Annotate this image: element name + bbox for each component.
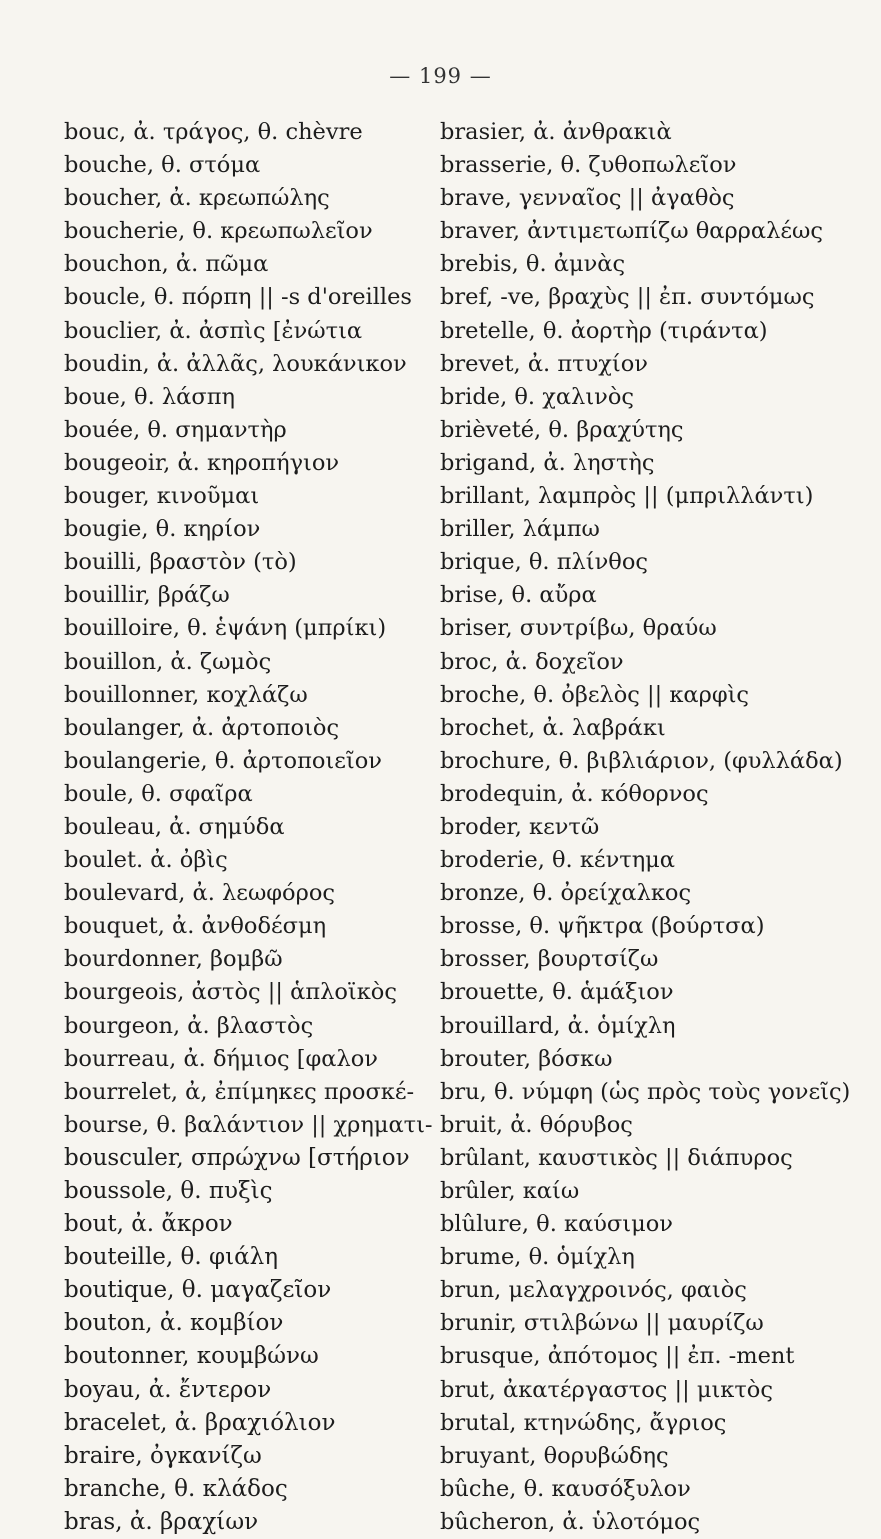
dictionary-entry: bouillonner, κοχλάζω: [64, 681, 308, 708]
dictionary-entry: brique, θ. πλίνθος: [440, 549, 648, 576]
dictionary-entry: brasier, ἀ. ἀνθρακιὰ: [440, 119, 672, 145]
dictionary-entry: boutonner, κουμβώνω: [64, 1343, 319, 1370]
dictionary-entry: boulangerie, θ. ἀρτοποιεῖον: [64, 747, 382, 774]
dictionary-entry: brièveté, θ. βραχύτης: [440, 416, 684, 443]
dictionary-entry: bouillon, ἀ. ζωμὸς: [64, 648, 272, 675]
dictionary-entry: braver, ἀντιμετωπίζω θαρραλέως: [440, 218, 823, 245]
dictionary-entry: bracelet, ἀ. βραχιόλιον: [64, 1409, 336, 1436]
dictionary-entry: brise, θ. αὔρα: [440, 582, 597, 609]
dictionary-entry: boucherie, θ. κρεωπωλεῖον: [64, 218, 373, 245]
dictionary-entry: bougeoir, ἀ. κηροπήγιον: [64, 449, 340, 476]
dictionary-entry: bourreau, ἀ. δήμιος [φαλον: [64, 1045, 378, 1072]
dictionary-entry: bruit, ἀ. θόρυβος: [440, 1111, 633, 1138]
dictionary-entry: brave, γενναῖος || ἀγαθὸς: [440, 185, 735, 212]
dictionary-entry: bronze, θ. ὀρείχαλκος: [440, 880, 692, 907]
dictionary-entry: boucher, ἀ. κρεωπώλης: [64, 185, 330, 212]
dictionary-entry: bûche, θ. καυσόξυλον: [440, 1475, 691, 1502]
dictionary-entry: brouillard, ἀ. ὁμίχλη: [440, 1012, 676, 1039]
dictionary-entry: bûcheron, ἀ. ὑλοτόμος: [440, 1508, 701, 1535]
dictionary-entry: boudin, ἀ. ἀλλᾶς, λουκάνικον: [64, 350, 407, 377]
dictionary-entry: brevet, ἀ. πτυχίον: [440, 350, 648, 377]
dictionary-entry: bru, θ. νύμφη (ὡς πρὸς τοὺς γονεῖς): [440, 1078, 851, 1105]
dictionary-entry: bousculer, σπρώχνω [στήριον: [64, 1144, 410, 1171]
dictionary-entry: brebis, θ. ἀμνὰς: [440, 251, 626, 278]
dictionary-entry: boucle, θ. πόρπη || -s d'oreilles: [64, 284, 412, 311]
dictionary-entry: bride, θ. χαλινὸς: [440, 383, 634, 410]
left-column: [64, 116, 434, 1539]
dictionary-entry: bouger, κινοῦμαι: [64, 483, 260, 510]
dictionary-entry: bouillir, βράζω: [64, 582, 230, 609]
dictionary-entry: bouton, ἀ. κομβίον: [64, 1310, 284, 1337]
dictionary-entry: brochure, θ. βιβλιάριον, (φυλλάδα): [440, 747, 843, 774]
dictionary-entry: brusque, ἀπότομος || ἐπ. -ment: [440, 1343, 795, 1370]
dictionary-entry: brutal, κτηνώδης, ἄγριος: [440, 1409, 727, 1436]
dictionary-entry: bourdonner, βομβῶ: [64, 946, 283, 973]
dictionary-entry: bretelle, θ. ἀορτὴρ (τιράντα): [440, 317, 768, 344]
dictionary-entry: brut, ἀκατέργαστος || μικτὸς: [440, 1376, 773, 1403]
dictionary-entry: bouquet, ἀ. ἀνθοδέσμη: [64, 913, 327, 940]
dictionary-entry: broc, ἀ. δοχεῖον: [440, 648, 624, 675]
dictionary-entry: brouette, θ. ἁμάξιον: [440, 979, 674, 1006]
dictionary-entry: brûler, καίω: [440, 1178, 580, 1204]
dictionary-entry: bouchon, ἀ. πῶμα: [64, 251, 269, 278]
dictionary-entry: bourgeon, ἀ. βλαστὸς: [64, 1012, 314, 1039]
dictionary-entry: bref, -ve, βραχὺς || ἐπ. συντόμως: [440, 284, 815, 311]
dictionary-entry: bourrelet, ἀ, ἐπίμηκες προσκέ-: [64, 1078, 415, 1105]
dictionary-entry: bouée, θ. σημαντὴρ: [64, 416, 287, 443]
dictionary-entry: brasserie, θ. ζυθοπωλεῖον: [440, 152, 737, 179]
dictionary-entry: briser, συντρίβω, θραύω: [440, 615, 717, 642]
dictionary-entry: brosser, βουρτσίζω: [440, 946, 659, 973]
dictionary-entry: blûlure, θ. καύσιμον: [440, 1211, 673, 1238]
dictionary-entry: branche, θ. κλάδος: [64, 1475, 288, 1502]
dictionary-entry: brouter, βόσκω: [440, 1045, 613, 1072]
dictionary-entry: bourse, θ. βαλάντιον || χρηματι-: [64, 1111, 433, 1138]
dictionary-entry: bras, ἀ. βραχίων: [64, 1508, 259, 1535]
dictionary-entry: boulanger, ἀ. ἀρτοποιὸς: [64, 714, 340, 741]
dictionary-entry: boue, θ. λάσπη: [64, 383, 235, 410]
dictionary-entry: brillant, λαμπρὸς || (μπριλλάντι): [440, 483, 814, 510]
dictionary-entry: brun, μελαγχροινός, φαιὸς: [440, 1277, 747, 1304]
dictionary-entry: brigand, ἀ. ληστὴς: [440, 449, 655, 476]
right-column: [440, 116, 872, 1539]
dictionary-entry: broder, κεντῶ: [440, 813, 600, 840]
dictionary-entry: bouilli, βραστὸν (τὸ): [64, 549, 297, 576]
dictionary-entry: brodequin, ἀ. κόθορνος: [440, 780, 709, 807]
dictionary-entry: bouleau, ἀ. σημύδα: [64, 813, 285, 840]
dictionary-entry: bouteille, θ. φιάλη: [64, 1244, 279, 1271]
dictionary-entry: briller, λάμπω: [440, 516, 600, 543]
dictionary-entry: bouilloire, θ. ἑψάνη (μπρίκι): [64, 615, 387, 642]
dictionary-entry: boutique, θ. μαγαζεῖον: [64, 1277, 332, 1304]
dictionary-entry: broche, θ. ὀβελὸς || καρφὶς: [440, 681, 750, 708]
dictionary-entry: boulevard, ἀ. λεωφόρος: [64, 880, 335, 907]
dictionary-entry: bourgeois, ἀστὸς || ἁπλοϊκὸς: [64, 979, 397, 1006]
dictionary-entry: bougie, θ. κηρίον: [64, 516, 261, 543]
dictionary-entry: boulet. ἀ. ὀβὶς: [64, 847, 228, 874]
dictionary-entry: bouclier, ἀ. ἀσπὶς [ἐνώτια: [64, 317, 363, 344]
dictionary-entry: boyau, ἀ. ἔντερον: [64, 1376, 272, 1403]
dictionary-entry: bout, ἀ. ἄκρον: [64, 1211, 233, 1238]
dictionary-entry: boule, θ. σφαῖρα: [64, 780, 253, 807]
dictionary-entry: boussole, θ. πυξὶς: [64, 1178, 273, 1204]
dictionary-entry: brunir, στιλβώνω || μαυρίζω: [440, 1310, 764, 1337]
dictionary-entry: brochet, ἀ. λαβράκι: [440, 714, 666, 741]
dictionary-entry: bouche, θ. στόμα: [64, 152, 261, 179]
dictionary-entry: bouc, ἀ. τράγος, θ. chèvre: [64, 119, 363, 145]
dictionary-entry: brûlant, καυστικὸς || διάπυρος: [440, 1144, 793, 1171]
dictionary-entry: brosse, θ. ψῆκτρα (βούρτσα): [440, 913, 765, 940]
page-number: — 199 —: [389, 64, 492, 88]
dictionary-entry: bruyant, θορυβώδης: [440, 1442, 669, 1469]
dictionary-entry: braire, ὀγκανίζω: [64, 1442, 262, 1469]
dictionary-entry: broderie, θ. κέντημα: [440, 847, 675, 874]
dictionary-entry: brume, θ. ὁμίχλη: [440, 1244, 635, 1271]
